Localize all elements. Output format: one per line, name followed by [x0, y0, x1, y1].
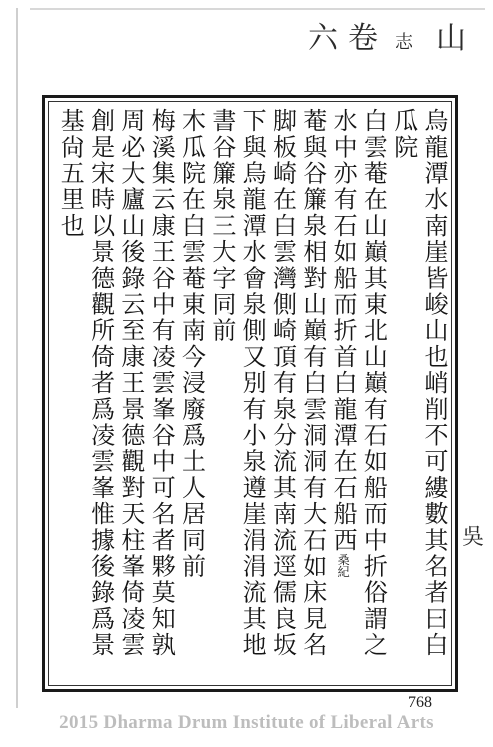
text-column	[177, 104, 207, 684]
text-column	[147, 104, 177, 684]
text-columns	[56, 104, 450, 684]
column-text: 水中亦有石如船而折首白龍潭在石船西	[329, 108, 358, 554]
margin-char: 吳	[462, 525, 485, 550]
column-text: 白雲菴在山巔其東北山巔有石如船而中折俗謂之	[359, 108, 388, 659]
column-text: 下與烏龍潭水會泉側又別有小泉遵崖涓涓流其地	[238, 108, 267, 659]
column-text: 木瓜院在白雲菴東南今浸廢爲土人居同前	[177, 108, 206, 580]
running-header	[0, 20, 493, 100]
column-text: 創是宋時以景德觀所倚者爲凌雲峯惟據後錄爲景	[86, 108, 115, 659]
text-column	[86, 104, 116, 684]
text-column	[359, 104, 389, 684]
column-text: 周必大廬山後錄云至康王景德觀對天柱峯倚凌雲	[116, 108, 145, 659]
column-text: 瓜院	[389, 108, 418, 161]
page-edge-left	[16, 8, 18, 708]
column-text: 菴與谷簾泉相對山巔有白雲洞洞有大石如床見名	[298, 108, 327, 659]
column-text: 烏龍潭水南崖皆峻山也峭削不可縷數其名者曰白	[420, 108, 448, 659]
header-char: 卷	[348, 21, 378, 56]
column-text: 基尙五里也	[56, 108, 85, 239]
watermark: 2015 Dharma Drum Institute of Liberal Arts	[59, 712, 434, 733]
page-edge-top	[30, 8, 485, 10]
text-column	[208, 104, 238, 684]
header-char: 六	[308, 21, 338, 56]
column-text: 書谷簾泉三大字同前	[207, 108, 236, 344]
text-column	[117, 104, 147, 684]
text-column	[298, 104, 328, 684]
column-text: 脚板崎在白雲灣側崎頂有泉分流其南流逕儒良坂	[268, 108, 297, 659]
header-char: 志	[395, 32, 413, 53]
column-note: 桑紀	[336, 553, 351, 578]
text-column	[56, 104, 86, 684]
column-text: 梅溪集云康王谷中有凌雲峯谷中可名者夥莫知孰	[147, 108, 176, 659]
text-column	[329, 104, 359, 684]
text-column	[389, 104, 419, 684]
page-number: 768	[408, 694, 432, 711]
text-column	[420, 104, 450, 684]
text-column	[238, 104, 268, 684]
header-char: 山	[436, 21, 466, 56]
text-column	[268, 104, 298, 684]
